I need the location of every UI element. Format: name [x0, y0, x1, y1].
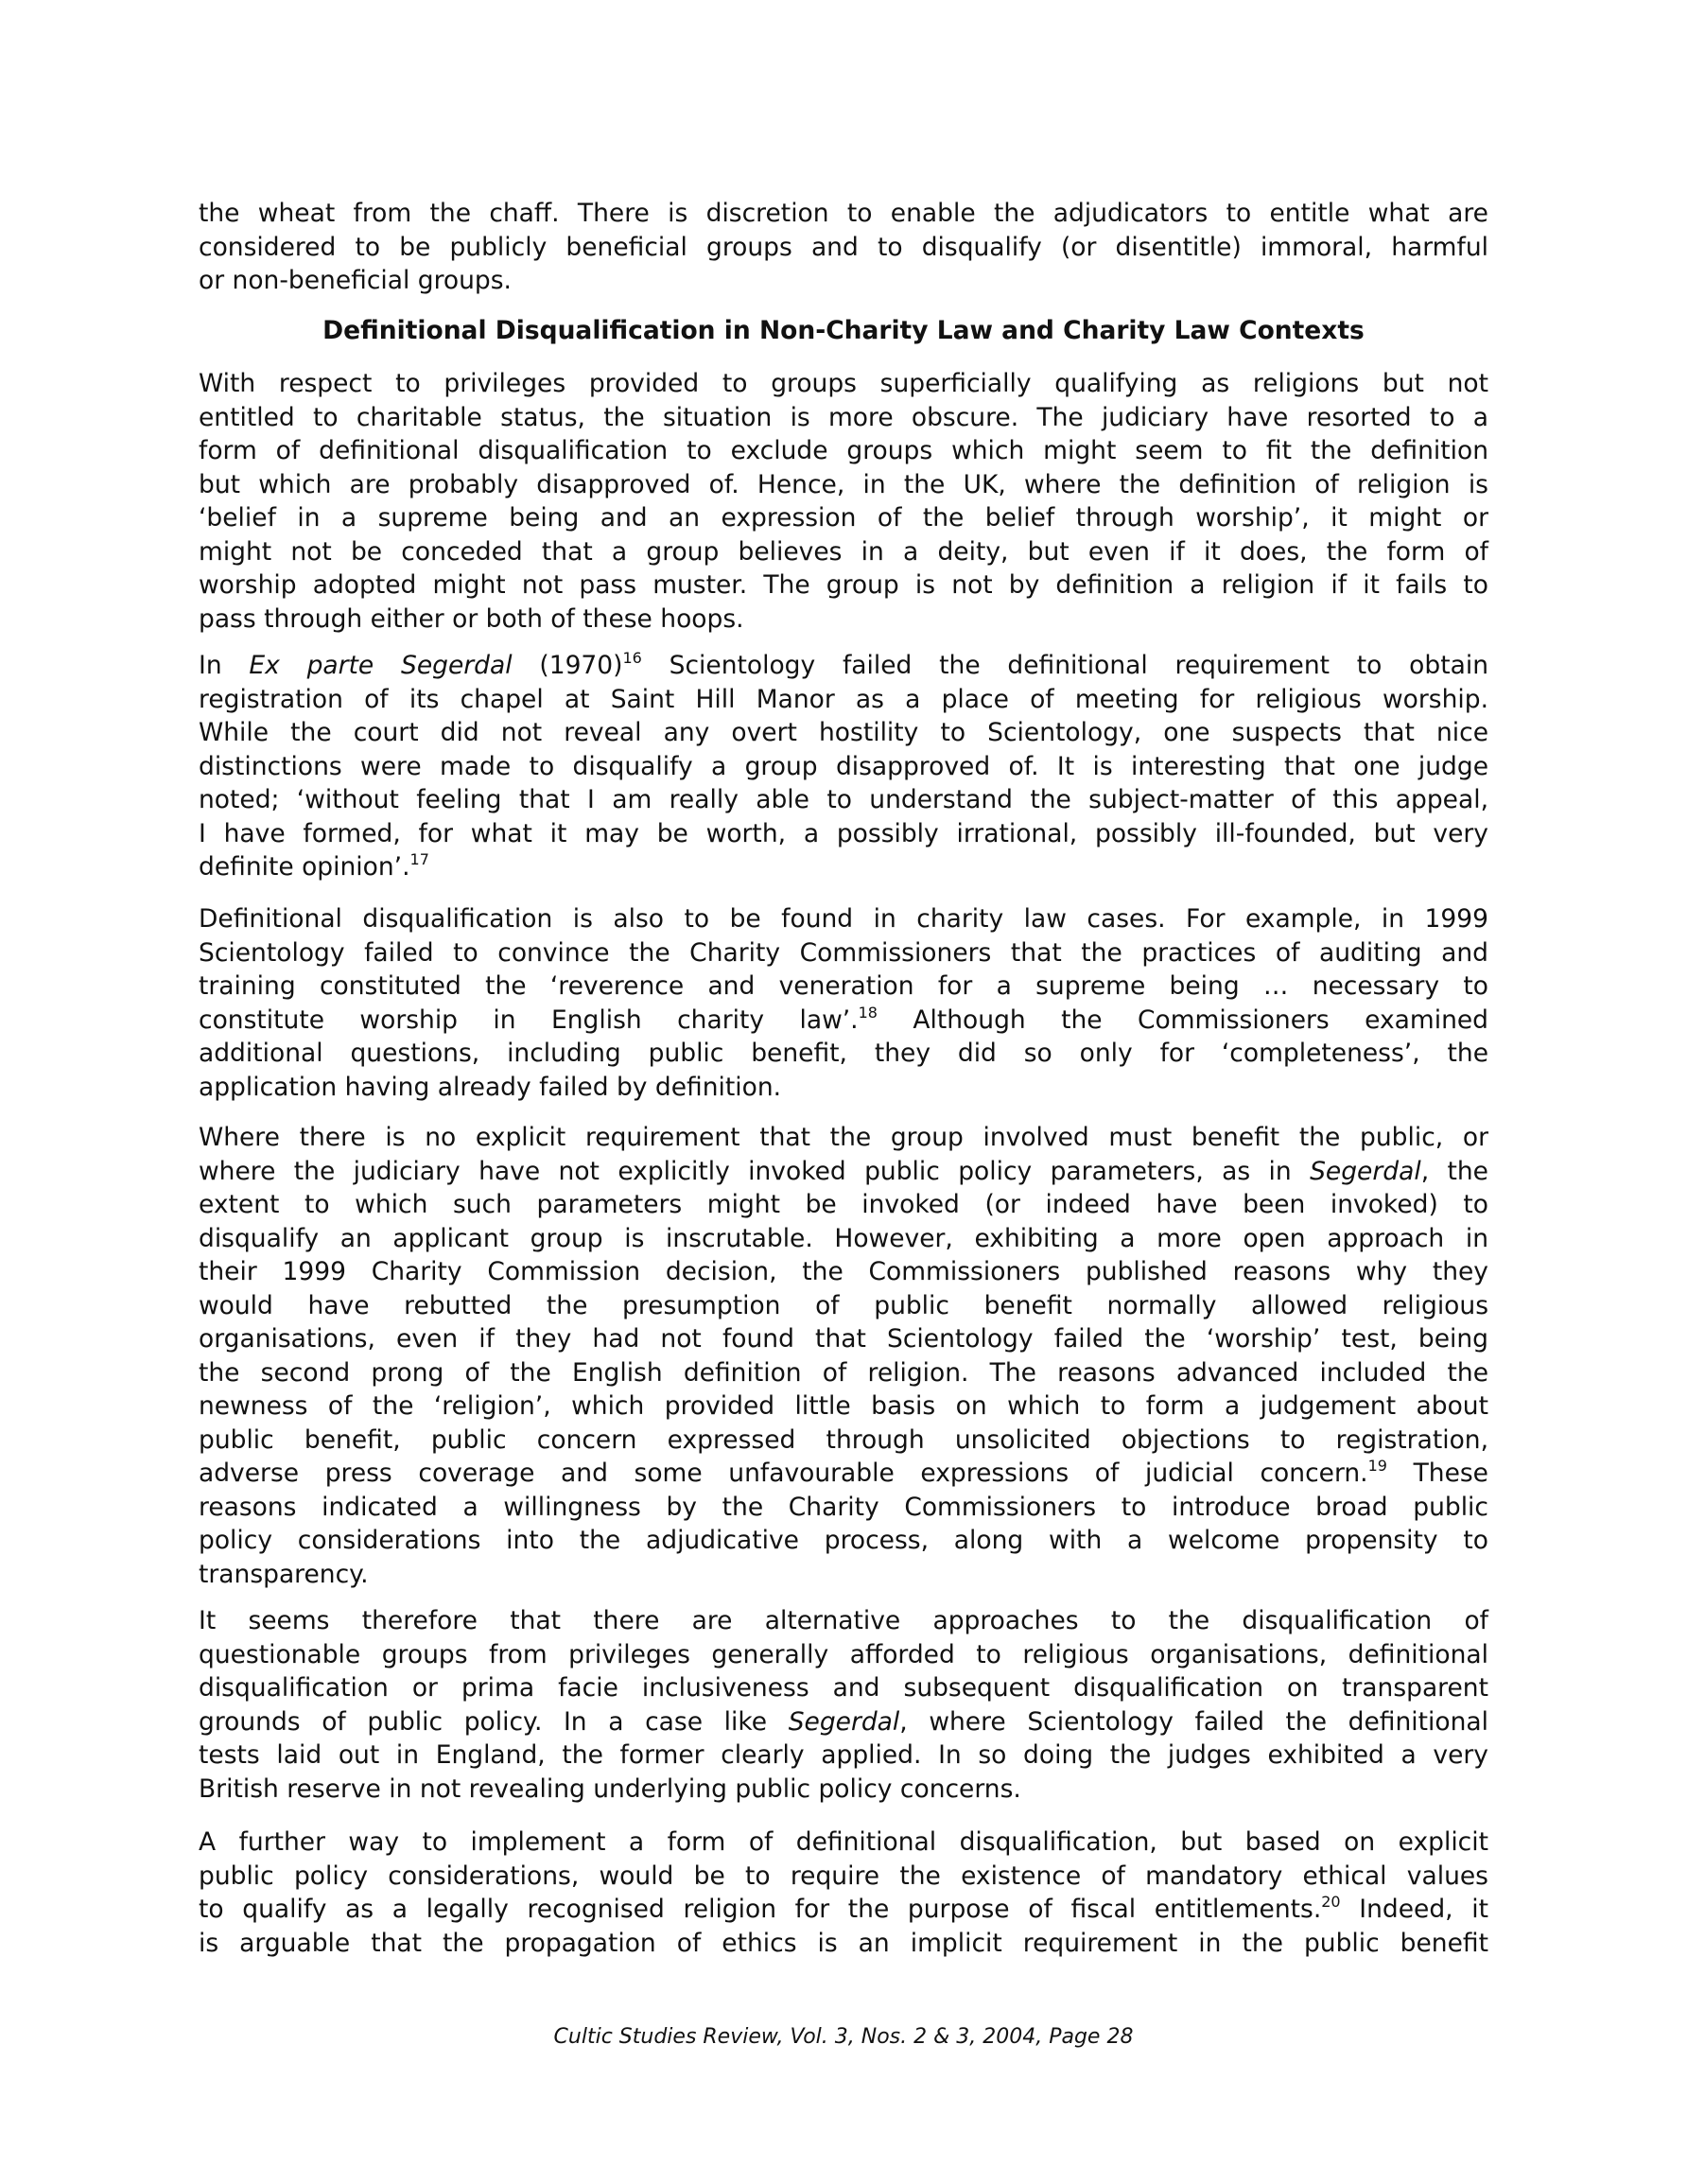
text-line: disqualification or prima facie inclusiveness and subsequent disqualification on transparent — [199, 1673, 1488, 1703]
text-line: their 1999 Charity Commission decision, the Commissioners published reasons why they — [199, 1257, 1488, 1286]
text-line: questionable groups from privileges generally afforded to religious organisations, definitional — [199, 1639, 1488, 1669]
case-name-italic: Segerdal — [788, 1706, 900, 1737]
text-line: While the court did not reveal any overt hostility to Scientology, one suspects that nice — [199, 718, 1488, 747]
text-line: policy considerations into the adjudicative process, along with a welcome propensity to — [199, 1526, 1488, 1555]
text-line: I have formed, for what it may be worth, a possibly irrational, possibly ill-founded, but very — [199, 818, 1488, 848]
footnote-ref-16[interactable]: 16 — [622, 649, 642, 667]
text-line — [199, 850, 1488, 884]
text-line — [199, 1457, 1488, 1491]
footnote-ref-19[interactable]: 19 — [1367, 1457, 1387, 1475]
text-line: registration of its chapel at Saint Hill Manor as a place of meeting for religious worship. — [199, 684, 1488, 714]
text-line: Scientology failed to convince the Charity Commissioners that the practices of auditing and — [199, 937, 1488, 968]
section-heading: Definitional Disqualification in Non-Charity Law and Charity Law Contexts — [322, 316, 1365, 345]
text-line: but which are probably disapproved of. Hence, in the UK, where the definition of religion is — [199, 469, 1488, 499]
case-name-italic: Ex parte Segerdal — [249, 651, 513, 680]
text-line: entitled to charitable status, the situation is more obscure. The judiciary have resorted to a — [199, 402, 1488, 432]
text-line: reasons indicated a willingness by the Charity Commissioners to introduce broad public — [199, 1492, 1488, 1522]
text-segment: definite opinion’. — [199, 852, 410, 882]
text-segment: Although the Commissioners examined — [877, 1005, 1488, 1035]
text-segment: , the — [1420, 1156, 1488, 1186]
page-footer-citation: Cultic Studies Review, Vol. 3, Nos. 2 & 3, 2004, Page 28 — [553, 2025, 1134, 2049]
text-segment: where the judiciary have not explicitly invoked public policy parameters, as in — [199, 1156, 1311, 1186]
text-line — [199, 1004, 1488, 1038]
text-line: form of definitional disqualification to exclude groups which might seem to fit the definition — [199, 436, 1488, 465]
text-line: or non-beneficial groups. — [199, 266, 512, 295]
paragraph-public-policy — [199, 1121, 1488, 1591]
text-line: disqualify an applicant group is inscrutable. However, exhibiting a more open approach in — [199, 1223, 1488, 1253]
text-line: might not be conceded that a group believes in a deity, but even if it does, the form of — [199, 536, 1488, 567]
text-line: would have rebutted the presumption of public benefit normally allowed religious — [199, 1290, 1488, 1320]
text-line — [199, 649, 1488, 683]
text-line: distinctions were made to disqualify a group disapproved of. It is interesting that one judge — [199, 751, 1488, 781]
text-line: pass through either or both of these hoops. — [199, 603, 744, 634]
text-segment: (1970) — [512, 651, 623, 680]
text-segment: Indeed, it — [1340, 1895, 1488, 1924]
text-line — [199, 1705, 1488, 1739]
text-line: is arguable that the propagation of ethics is an implicit requirement in the public benefit — [199, 1928, 1488, 1958]
paragraph-charity-law-cases — [199, 902, 1488, 1104]
text-segment: In — [199, 651, 250, 680]
text-line: With respect to privileges provided to groups superficially qualifying as religions but not — [199, 369, 1488, 398]
text-line: newness of the ‘religion’, which provided little basis on which to form a judgement about — [199, 1391, 1488, 1421]
text-segment: constitute worship in English charity law’. — [199, 1005, 859, 1035]
text-line: ‘belief in a supreme being and an expression of the belief through worship’, it might or — [199, 503, 1488, 533]
text-segment: adverse press coverage and some unfavourable expressions of judicial concern. — [199, 1459, 1368, 1488]
paragraph-non-charity-privileges — [199, 367, 1488, 636]
paragraph-intro-continuation — [199, 197, 1488, 298]
text-line: additional questions, including public benefit, they did so only for ‘completeness’, the — [199, 1039, 1488, 1068]
paragraph-segerdal-case — [199, 649, 1488, 884]
text-line: A further way to implement a form of definitional disqualification, but based on explicit — [199, 1827, 1488, 1857]
text-line: worship adopted might not pass muster. The group is not by definition a religion if it fails to — [199, 570, 1488, 600]
paragraph-alternative-approaches — [199, 1604, 1488, 1806]
text-line: British reserve in not revealing underlying public policy concerns. — [199, 1773, 1021, 1804]
text-line: training constituted the ‘reverence and veneration for a supreme being … necessary to — [199, 971, 1488, 1001]
text-segment: , where Scientology failed the definitional — [899, 1706, 1488, 1737]
text-segment: grounds of public policy. In a case like — [199, 1706, 789, 1737]
text-line: extent to which such parameters might be invoked (or indeed have been invoked) to — [199, 1190, 1488, 1219]
text-line: the second prong of the English definition of religion. The reasons advanced included the — [199, 1357, 1488, 1388]
paragraph-ethical-values — [199, 1826, 1488, 1960]
text-line: considered to be publicly beneficial groups and to disqualify (or disentitle) immoral, harmful — [199, 232, 1488, 262]
text-line: public benefit, public concern expressed through unsolicited objections to registration, — [199, 1424, 1488, 1455]
case-name-italic: Segerdal — [1310, 1156, 1421, 1186]
text-segment: Scientology failed the definitional requirement to obtain — [641, 651, 1488, 680]
text-line: transparency. — [199, 1559, 369, 1589]
footnote-ref-20[interactable]: 20 — [1321, 1893, 1341, 1911]
text-segment: These — [1386, 1459, 1488, 1488]
text-line — [199, 1155, 1488, 1189]
text-line — [199, 1893, 1488, 1927]
text-line: the wheat from the chaff. There is discretion to enable the adjudicators to entitle what are — [199, 199, 1488, 228]
text-line: Definitional disqualification is also to be found in charity law cases. For example, in 1999 — [199, 904, 1488, 934]
footnote-ref-17[interactable]: 17 — [409, 850, 429, 868]
footnote-ref-18[interactable]: 18 — [858, 1003, 878, 1022]
text-line: Where there is no explicit requirement that the group involved must benefit the public, or — [199, 1123, 1488, 1152]
text-line: tests laid out in England, the former clearly applied. In so doing the judges exhibited a very — [199, 1740, 1488, 1770]
text-segment: to qualify as a legally recognised religion for the purpose of fiscal entitlements. — [199, 1895, 1322, 1924]
section-heading-block — [199, 314, 1488, 348]
text-line: application having already failed by definition. — [199, 1072, 782, 1102]
text-line: organisations, even if they had not found that Scientology failed the ‘worship’ test, being — [199, 1324, 1488, 1354]
text-line: public policy considerations, would be to require the existence of mandatory ethical values — [199, 1861, 1488, 1891]
text-line: noted; ‘without feeling that I am really able to understand the subject-matter of this appeal, — [199, 785, 1488, 814]
text-line: It seems therefore that there are alternative approaches to the disqualification of — [199, 1606, 1488, 1635]
